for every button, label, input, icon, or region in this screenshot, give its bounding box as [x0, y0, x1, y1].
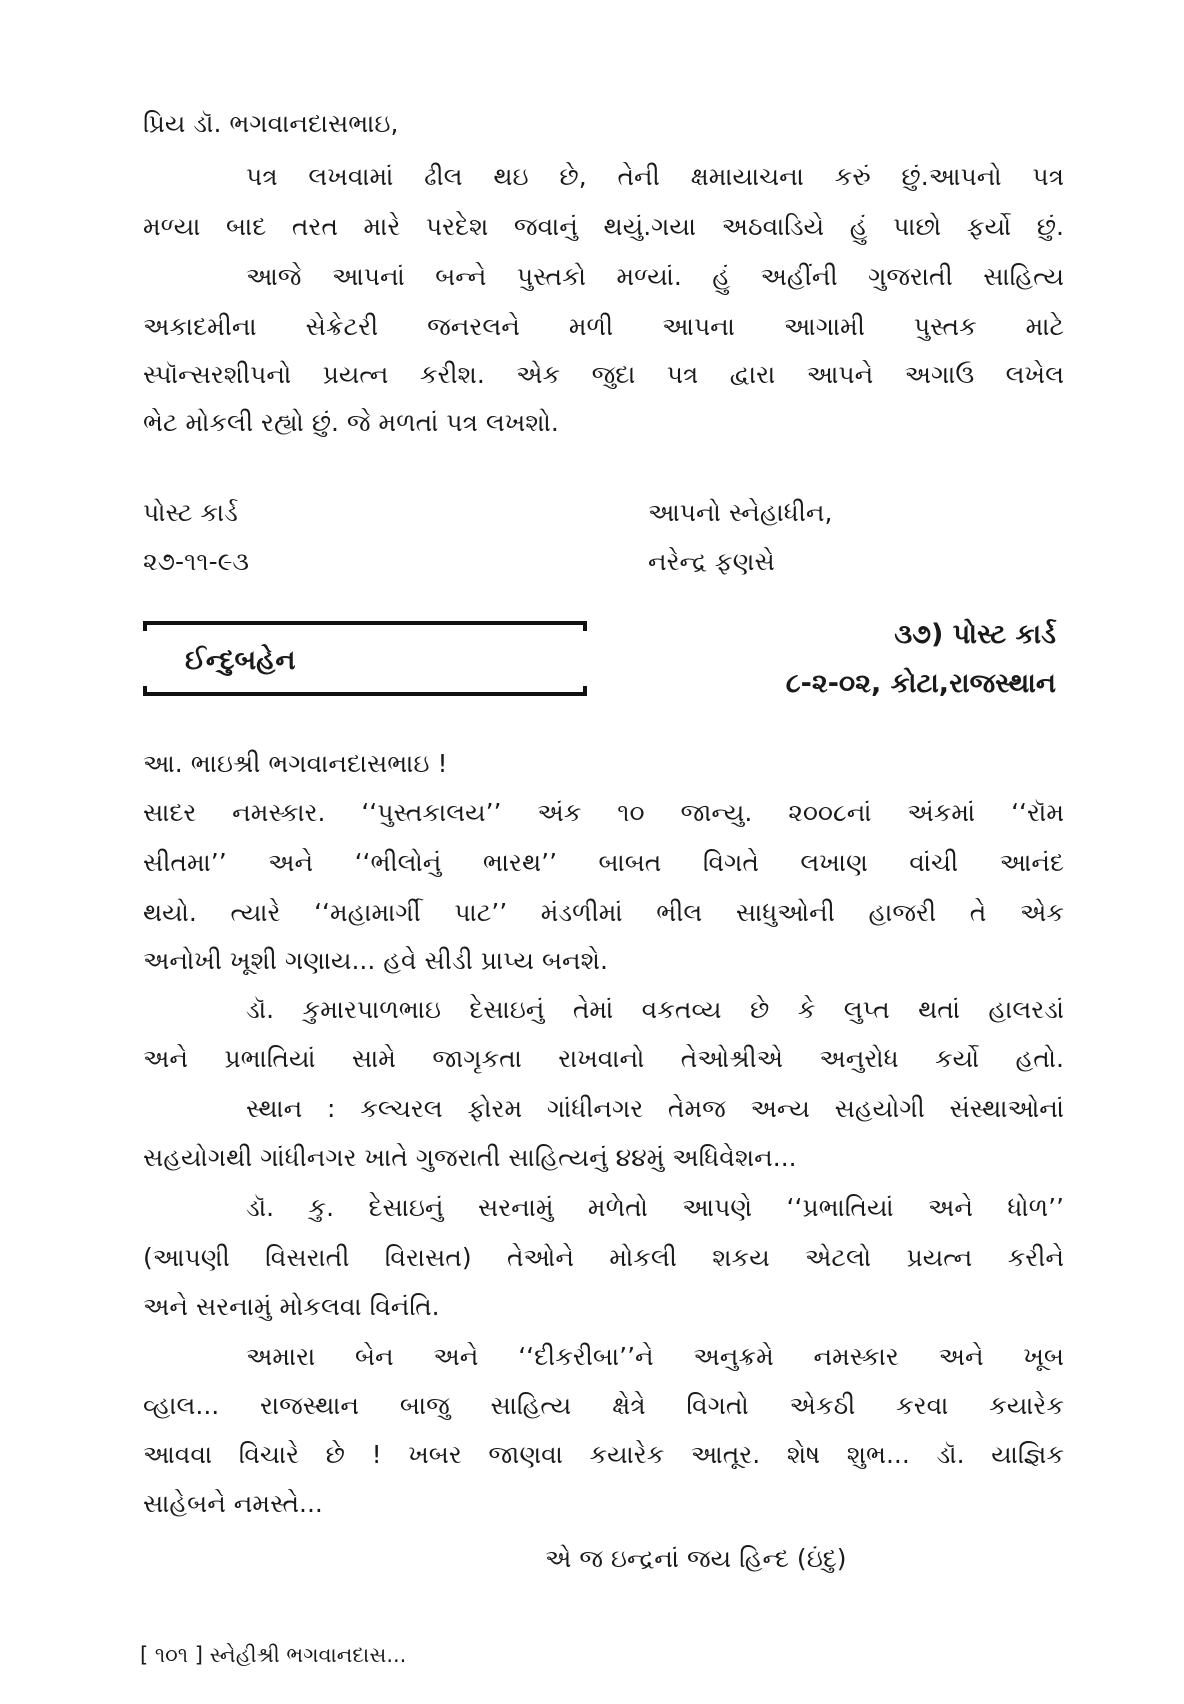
letter1-salutation: પ્રિય ડૉ. ભગવાનદાસભાઇ, [143, 109, 399, 138]
sender-frame-top [143, 621, 587, 631]
letter2-body-line: સાદર નમસ્કાર. ‘‘પુસ્તકાલય’’ અંક ૧૦ જાન્યુ. ૨૦૦૮નાં અંકમાં ‘‘રૉમ [143, 798, 1064, 827]
letter2-body-line: સહયોગથી ગાંધીનગર ખાતે ગુજરાતી સાહિત્યનું ૪૪મું અધિવેશન... [143, 1143, 797, 1172]
letter1-date: ૨૭-૧૧-૯૩ [143, 547, 250, 576]
letter2-heading-type: ૩૭) પોસ્ટ કાર્ડ [894, 619, 1056, 650]
letter2-body-line: સીતમા’’ અને ‘‘ભીલોનું ભારથ’’ બાબત વિગતે લખાણ વાંચી આનંદ [143, 848, 1064, 877]
letter1-body-line: સ્પૉન્સરશીપનો પ્રયત્ન કરીશ. એક જુદા પત્ર દ્વારા આપને અગાઉ લખેલ [143, 360, 1064, 389]
letter2-salutation: આ. ભાઇશ્રી ભગવાનદાસભાઇ ! [143, 749, 448, 778]
letter1-body-line: ભેટ મોકલી રહ્યો છું. જે મળતાં પત્ર લખશો. [143, 408, 559, 437]
letter1-type: પોસ્ટ કાર્ડ [143, 498, 238, 527]
letter1-body-line: મળ્યા બાદ તરત મારે પરદેશ જવાનું થયું.ગયા અઠવાડિયે હું પાછો ફર્યો છું. [143, 212, 1064, 241]
letter2-body-line: ડૉ. કુમારપાળભાઇ દેસાઇનું તેમાં વકતવ્ય છે કે લુપ્ત થતાં હાલરડાં [246, 995, 1064, 1024]
letter1-signature: નરેન્દ્ર ફણસે [648, 547, 775, 576]
page-footer [140, 1641, 406, 1669]
letter2-body-line: સ્થાન : કલ્ચરલ ફોરમ ગાંધીનગર તેમજ અન્ય સહયોગી સંસ્થાઓનાં [246, 1094, 1064, 1123]
letter2-body-line: ડૉ. કુ. દેસાઇનું સરનામું મળેતો આપણે ‘‘પ્રભાતિયાં અને ધોળ’’ [246, 1193, 1064, 1222]
letter2-body-line: સાહેબને નમસ્તે... [143, 1489, 323, 1518]
letter2-heading-date-place: ૮-૨-૦૨, કોટા,રાજસ્થાન [785, 668, 1056, 699]
letter2-closing: એ જ ઇન્દ્રનાં જય હિન્દ (ઇંદુ) [545, 1544, 847, 1573]
letter2-body-line: અને સરનામું મોકલવા વિનંતિ. [143, 1292, 440, 1321]
letter2-body-line: અનોખી ખૂશી ગણાય... હવે સીડી પ્રાપ્ય બનશે. [143, 946, 608, 975]
letter2-body-line: (આપણી વિસરાતી વિરાસત) તેઓને મોકલી શકય એટલો પ્રયત્ન કરીને [143, 1243, 1064, 1272]
letter2-body-line: અમારા બેન અને ‘‘દીકરીબા’’ને અનુક્રમે નમસ્કાર અને ખૂબ [246, 1342, 1064, 1371]
letter1-closing: આપનો સ્નેહાધીન, [648, 498, 833, 527]
letter2-body-line: વ્હાલ... રાજસ્થાન બાજુ સાહિત્ય ક્ષેત્રે વિગતો એકઠી કરવા કયારેક [143, 1391, 1064, 1420]
letter1-body-line: આજે આપનાં બન્ને પુસ્તકો મળ્યાં. હું અહીંની ગુજરાતી સાહિત્ય [246, 262, 1064, 291]
letter2-body-line: આવવા વિચારે છે ! ખબર જાણવા કયારેક આતૂર. શેષ શુભ... ડૉ. યાજ્ઞિક [143, 1440, 1064, 1469]
book-title: સ્નેહીશ્રી ભગવાનદાસ... [209, 1643, 407, 1667]
letter2-body-line: થયો. ત્યારે ‘‘મહામાર્ગી પાટ’’ મંડળીમાં ભીલ સાધુઓની હાજરી તે એક [143, 898, 1064, 927]
page-number: [ ૧૦૧ ] [140, 1643, 203, 1667]
letter2-sender-name: ઈન્દુબહેન [185, 645, 296, 676]
letter1-body-line: અકાદમીના સેક્રેટરી જનરલને મળી આપના આગામી પુસ્તક માટે [143, 312, 1064, 341]
letter2-body-line: અને પ્રભાતિયાં સામે જાગૃકતા રાખવાનો તેઓશ્રીએ અનુરોધ કર્યો હતો. [143, 1044, 1064, 1073]
sender-frame-bottom [143, 686, 587, 696]
letter1-body-line: પત્ર લખવામાં ઢીલ થઇ છે, તેની ક્ષમાયાચના કરું છું.આપનો પત્ર [246, 162, 1064, 191]
